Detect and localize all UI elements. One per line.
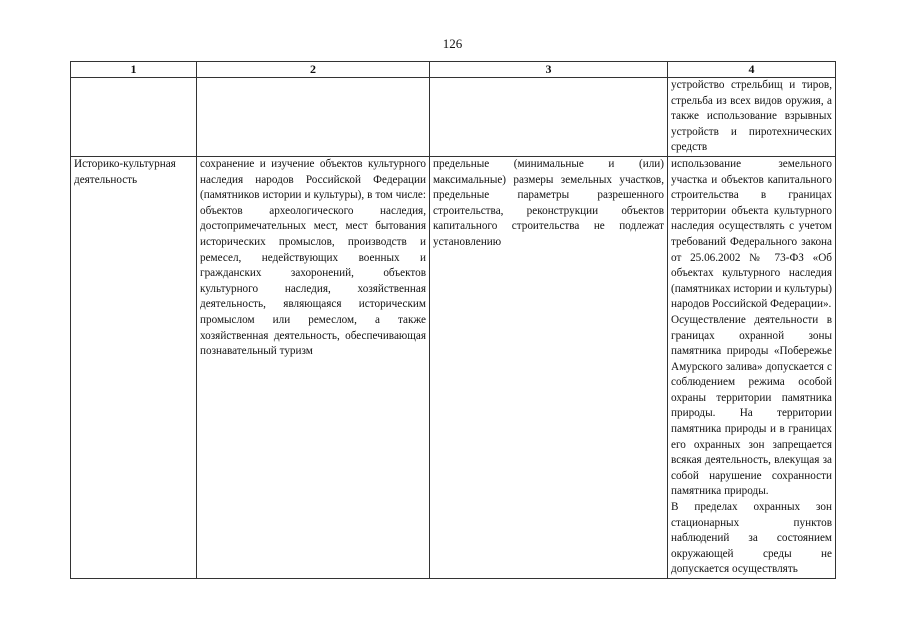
header-cell-1: 1 [71, 62, 197, 78]
header-cell-4: 4 [668, 62, 836, 78]
restrictions-paragraph-1: использование земельного участка и объектов капитального строительства в границах территории объекта культурного наследия осуществлять с учетом требований Федерального закона от 25.06.2002 № 73-ФЗ «Об объектах культурного наследия (памятниках истории и культуры) народов Российской Федерации». [671, 157, 832, 311]
page-number: 126 [442, 36, 463, 51]
regulations-table [70, 61, 836, 579]
row1-col2-cell [197, 78, 430, 157]
restrictions-paragraph-2: Осуществление деятельности в границах охранной зоны памятника природы «Побережье Амурского залива» допускается с соблюдением режима особой охраны территории памятника природы. На территории памятника природы и в границах его охранных зон запрещается всякая деятельность, влекущая за собой нарушение сохранности памятника природы. [671, 313, 832, 498]
table-row [71, 156, 836, 578]
header-cell-3: 3 [430, 62, 668, 78]
parameters-cell: предельные (минимальные и (или) максимальные) размеры земельных участков, предельные параметры разрешенного строительства, реконструкции объектов капитального строительства не подлежат установлению [430, 156, 668, 578]
row1-col3-cell [430, 78, 668, 157]
table-header-row [71, 62, 836, 78]
restrictions-cell [668, 156, 836, 578]
row1-col1-cell [71, 78, 197, 157]
activity-name-cell: Историко-культурная деятельность [71, 156, 197, 578]
header-cell-2: 2 [197, 62, 430, 78]
restrictions-paragraph-3: В пределах охранных зон стационарных пунктов наблюдений за состоянием окружающей среды не допускается осуществлять [671, 501, 832, 576]
row1-col4-cell: устройство стрельбищ и тиров, стрельба из всех видов оружия, а также использование взрывных устройств и пиротехнических средств [668, 78, 836, 157]
activity-description-cell: сохранение и изучение объектов культурного наследия народов Российской Федерации (памятников истории и культуры), в том числе: объектов археологического наследия, достопримечательных мест, мест бытования исторических промыслов, производств и ремесел, недействующих военных и гражданских захоронений, объектов культурного наследия, хозяйственная деятельность, являющаяся историческим промыслом или ремеслом, а также хозяйственная деятельность, обеспечивающая познавательный туризм [197, 156, 430, 578]
table-row [71, 78, 836, 157]
